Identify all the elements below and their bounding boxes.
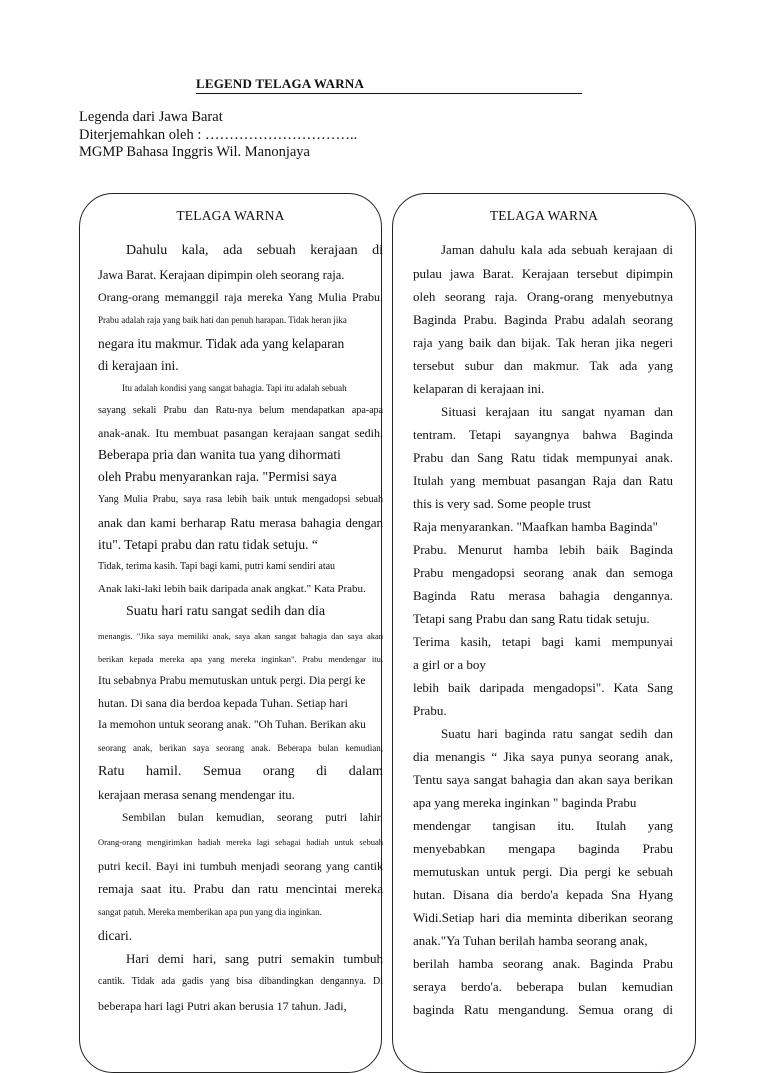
- left-text-line: Prabu adalah raja yang baik hati dan penuh harapan. Tidak heran jika: [98, 315, 347, 325]
- left-text-line: Tidak, terima kasih. Tapi bagi kami, putri kami sendiri atau: [98, 561, 336, 572]
- left-text-line: dicari.: [98, 928, 133, 943]
- left-text-line: Jawa Barat. Kerajaan dipimpin oleh seorang raja.: [98, 268, 345, 282]
- left-column-box: [79, 193, 382, 1073]
- right-text-line: tentram. Tetapi sayangnya bahwa Baginda: [413, 427, 673, 442]
- left-text-line: Dahulu kala, ada sebuah kerajaan di: [126, 243, 383, 258]
- left-text-line: di kerajaan ini.: [98, 358, 179, 373]
- right-column-box: [392, 193, 696, 1073]
- left-text-line: sayang sekali Prabu dan Ratu-nya belum mendapatkan apa-apa: [98, 405, 383, 416]
- left-text-line: Ratu hamil. Semua orang di dalam: [98, 764, 383, 779]
- left-text-line: Anak laki-laki lebih baik daripada anak angkat." Kata Prabu.: [98, 583, 366, 595]
- right-text-line: apa yang mereka inginkan " baginda Prabu: [413, 795, 637, 810]
- right-text-line: mendengar tangisan itu. Itulah yang: [413, 818, 673, 833]
- right-text-line: Tentu saya sangat bahagia dan akan saya berikan: [413, 772, 673, 787]
- right-text-line: Baginda Prabu. Baginda Prabu adalah seorang: [413, 312, 673, 327]
- right-text-line: lebih baik daripada mengadopsi". Kata Sang: [413, 680, 673, 695]
- left-column-text: [98, 238, 383, 1018]
- left-text-line: remaja saat itu. Prabu dan ratu mencintai mereka: [98, 881, 383, 896]
- left-text-line: Orang-orang mengirimkan hadiah mereka lagi sebagai hadiah untuk sebuah: [98, 837, 383, 847]
- right-text-line: berilah hamba seorang anak. Baginda Prabu: [413, 956, 673, 971]
- left-column-title: TELAGA WARNA: [176, 208, 285, 223]
- left-text-line: Itu adalah kondisi yang sangat bahagia. Tapi itu adalah sebuah: [122, 383, 347, 393]
- right-text-line: menyebabkan mengapa baginda Prabu: [413, 841, 673, 856]
- left-text-line: Sembilan bulan kemudian, seorang putri lahir.: [122, 812, 383, 824]
- right-text-line: Baginda Ratu merasa bahagia dengannya.: [413, 588, 673, 603]
- right-text-line: Suatu hari baginda ratu sangat sedih dan: [441, 726, 673, 741]
- right-column-text: [413, 238, 673, 1021]
- right-text-line: Prabu mengadopsi seorang anak dan semoga: [413, 565, 673, 580]
- right-text-line: kelaparan di kerajaan ini.: [413, 381, 545, 396]
- right-text-line: Situasi kerajaan itu sangat nyaman dan: [441, 404, 673, 419]
- meta-origin: Legenda dari Jawa Barat: [79, 109, 223, 125]
- left-text-line: negara itu makmur. Tidak ada yang kelaparan: [98, 336, 345, 351]
- left-text-line: anak dan kami berharap Ratu merasa bahagia dengan: [98, 515, 383, 530]
- right-text-line: tersebut subur dan makmur. Tak ada yang: [413, 358, 673, 373]
- document-meta: [79, 109, 357, 162]
- right-text-line: pulau jawa Barat. Kerajaan tersebut dipimpin: [413, 266, 673, 281]
- left-text-line: cantik. Tidak ada gadis yang bisa dibandingkan dengannya. Di: [98, 976, 383, 987]
- left-text-line: Hari demi hari, sang putri semakin tumbuh: [126, 951, 383, 966]
- left-text-line: hutan. Di sana dia berdoa kepada Tuhan. Setiap hari: [98, 696, 348, 710]
- right-text-line: baginda Ratu mengandung. Semua orang di: [413, 1002, 673, 1017]
- right-text-line: Prabu dan Sang Ratu tidak mempunyai anak.: [413, 450, 673, 465]
- left-text-line: seorang anak, berikan saya seorang anak. Beberapa bulan kemudian,: [98, 743, 383, 753]
- left-text-line: Itu sebabnya Prabu memutuskan untuk pergi. Dia pergi ke: [98, 675, 366, 687]
- right-text-line: Itulah yang membuat pasangan Raja dan Ratu: [413, 473, 673, 488]
- left-text-line: oleh Prabu menyarankan raja. "Permisi saya: [98, 469, 337, 484]
- left-text-line: berikan kepada mereka apa yang mereka inginkan". Prabu mendengar itu.: [98, 654, 383, 664]
- document-title: LEGEND TELAGA WARNA: [196, 76, 582, 94]
- right-text-line: this is very sad. Some people trust: [413, 496, 592, 511]
- right-text-line: hutan. Disana dia berdo'a kepada Sna Hyang: [413, 887, 673, 902]
- left-text-line: beberapa hari lagi Putri akan berusia 17 tahun. Jadi,: [98, 999, 347, 1013]
- right-text-line: Tetapi sang Prabu dan sang Ratu tidak setuju.: [413, 611, 650, 626]
- left-text-line: putri kecil. Bayi ini tumbuh menjadi seorang yang cantik: [98, 859, 383, 873]
- right-text-line: anak."Ya Tuhan berilah hamba seorang anak,: [413, 933, 648, 948]
- left-text-line: Beberapa pria dan wanita tua yang dihormati: [98, 447, 341, 462]
- right-text-line: dia menangis “ Jika saya punya seorang anak,: [413, 749, 673, 764]
- left-text-line: Ia memohon untuk seorang anak. "Oh Tuhan. Berikan aku: [98, 719, 366, 731]
- right-text-line: seraya berdo'a. beberapa bulan kemudian: [413, 979, 673, 994]
- right-text-line: a girl or a boy: [413, 657, 486, 672]
- left-text-line: kerajaan merasa senang mendengar itu.: [98, 788, 295, 802]
- left-text-line: Yang Mulia Prabu, saya rasa lebih baik untuk mengadopsi sebuah: [98, 494, 383, 505]
- right-text-line: Prabu. Menurut hamba lebih baik Baginda: [413, 542, 673, 557]
- left-text-line: Suatu hari ratu sangat sedih dan dia: [126, 604, 326, 619]
- right-text-line: memutuskan untuk pergi. Dia pergi ke sebuah: [413, 864, 673, 879]
- meta-organization: MGMP Bahasa Inggris Wil. Manonjaya: [79, 144, 310, 160]
- left-text-line: menangis. "Jika saya memiliki anak, saya akan sangat bahagia dan saya akan: [98, 631, 383, 641]
- left-text-line: sangat patuh. Mereka memberikan apa pun yang dia inginkan.: [98, 907, 322, 917]
- left-text-line: anak-anak. Itu membuat pasangan kerajaan sangat sedih.: [98, 426, 383, 440]
- right-column-title: TELAGA WARNA: [489, 208, 599, 223]
- right-text-line: Raja menyarankan. "Maafkan hamba Baginda": [413, 519, 658, 534]
- meta-translator: Diterjemahkan oleh : …………………………..: [79, 126, 358, 143]
- right-text-line: oleh seorang raja. Orang-orang menyebutnya: [413, 289, 673, 304]
- left-text-line: itu". Tetapi prabu dan ratu tidak setuju. “: [98, 537, 318, 552]
- right-text-line: Prabu.: [413, 703, 447, 718]
- left-text-line: Orang-orang memanggil raja mereka Yang Mulia Prabu.: [98, 290, 383, 304]
- right-text-line: Jaman dahulu kala ada sebuah kerajaan di: [441, 242, 673, 257]
- right-text-line: Widi.Setiap hari dia meminta diberikan seorang: [413, 910, 673, 925]
- right-text-line: raja yang baik dan bijak. Tak heran jika negeri: [413, 335, 673, 350]
- right-text-line: Terima kasih, tetapi bagi kami mempunyai: [413, 634, 673, 649]
